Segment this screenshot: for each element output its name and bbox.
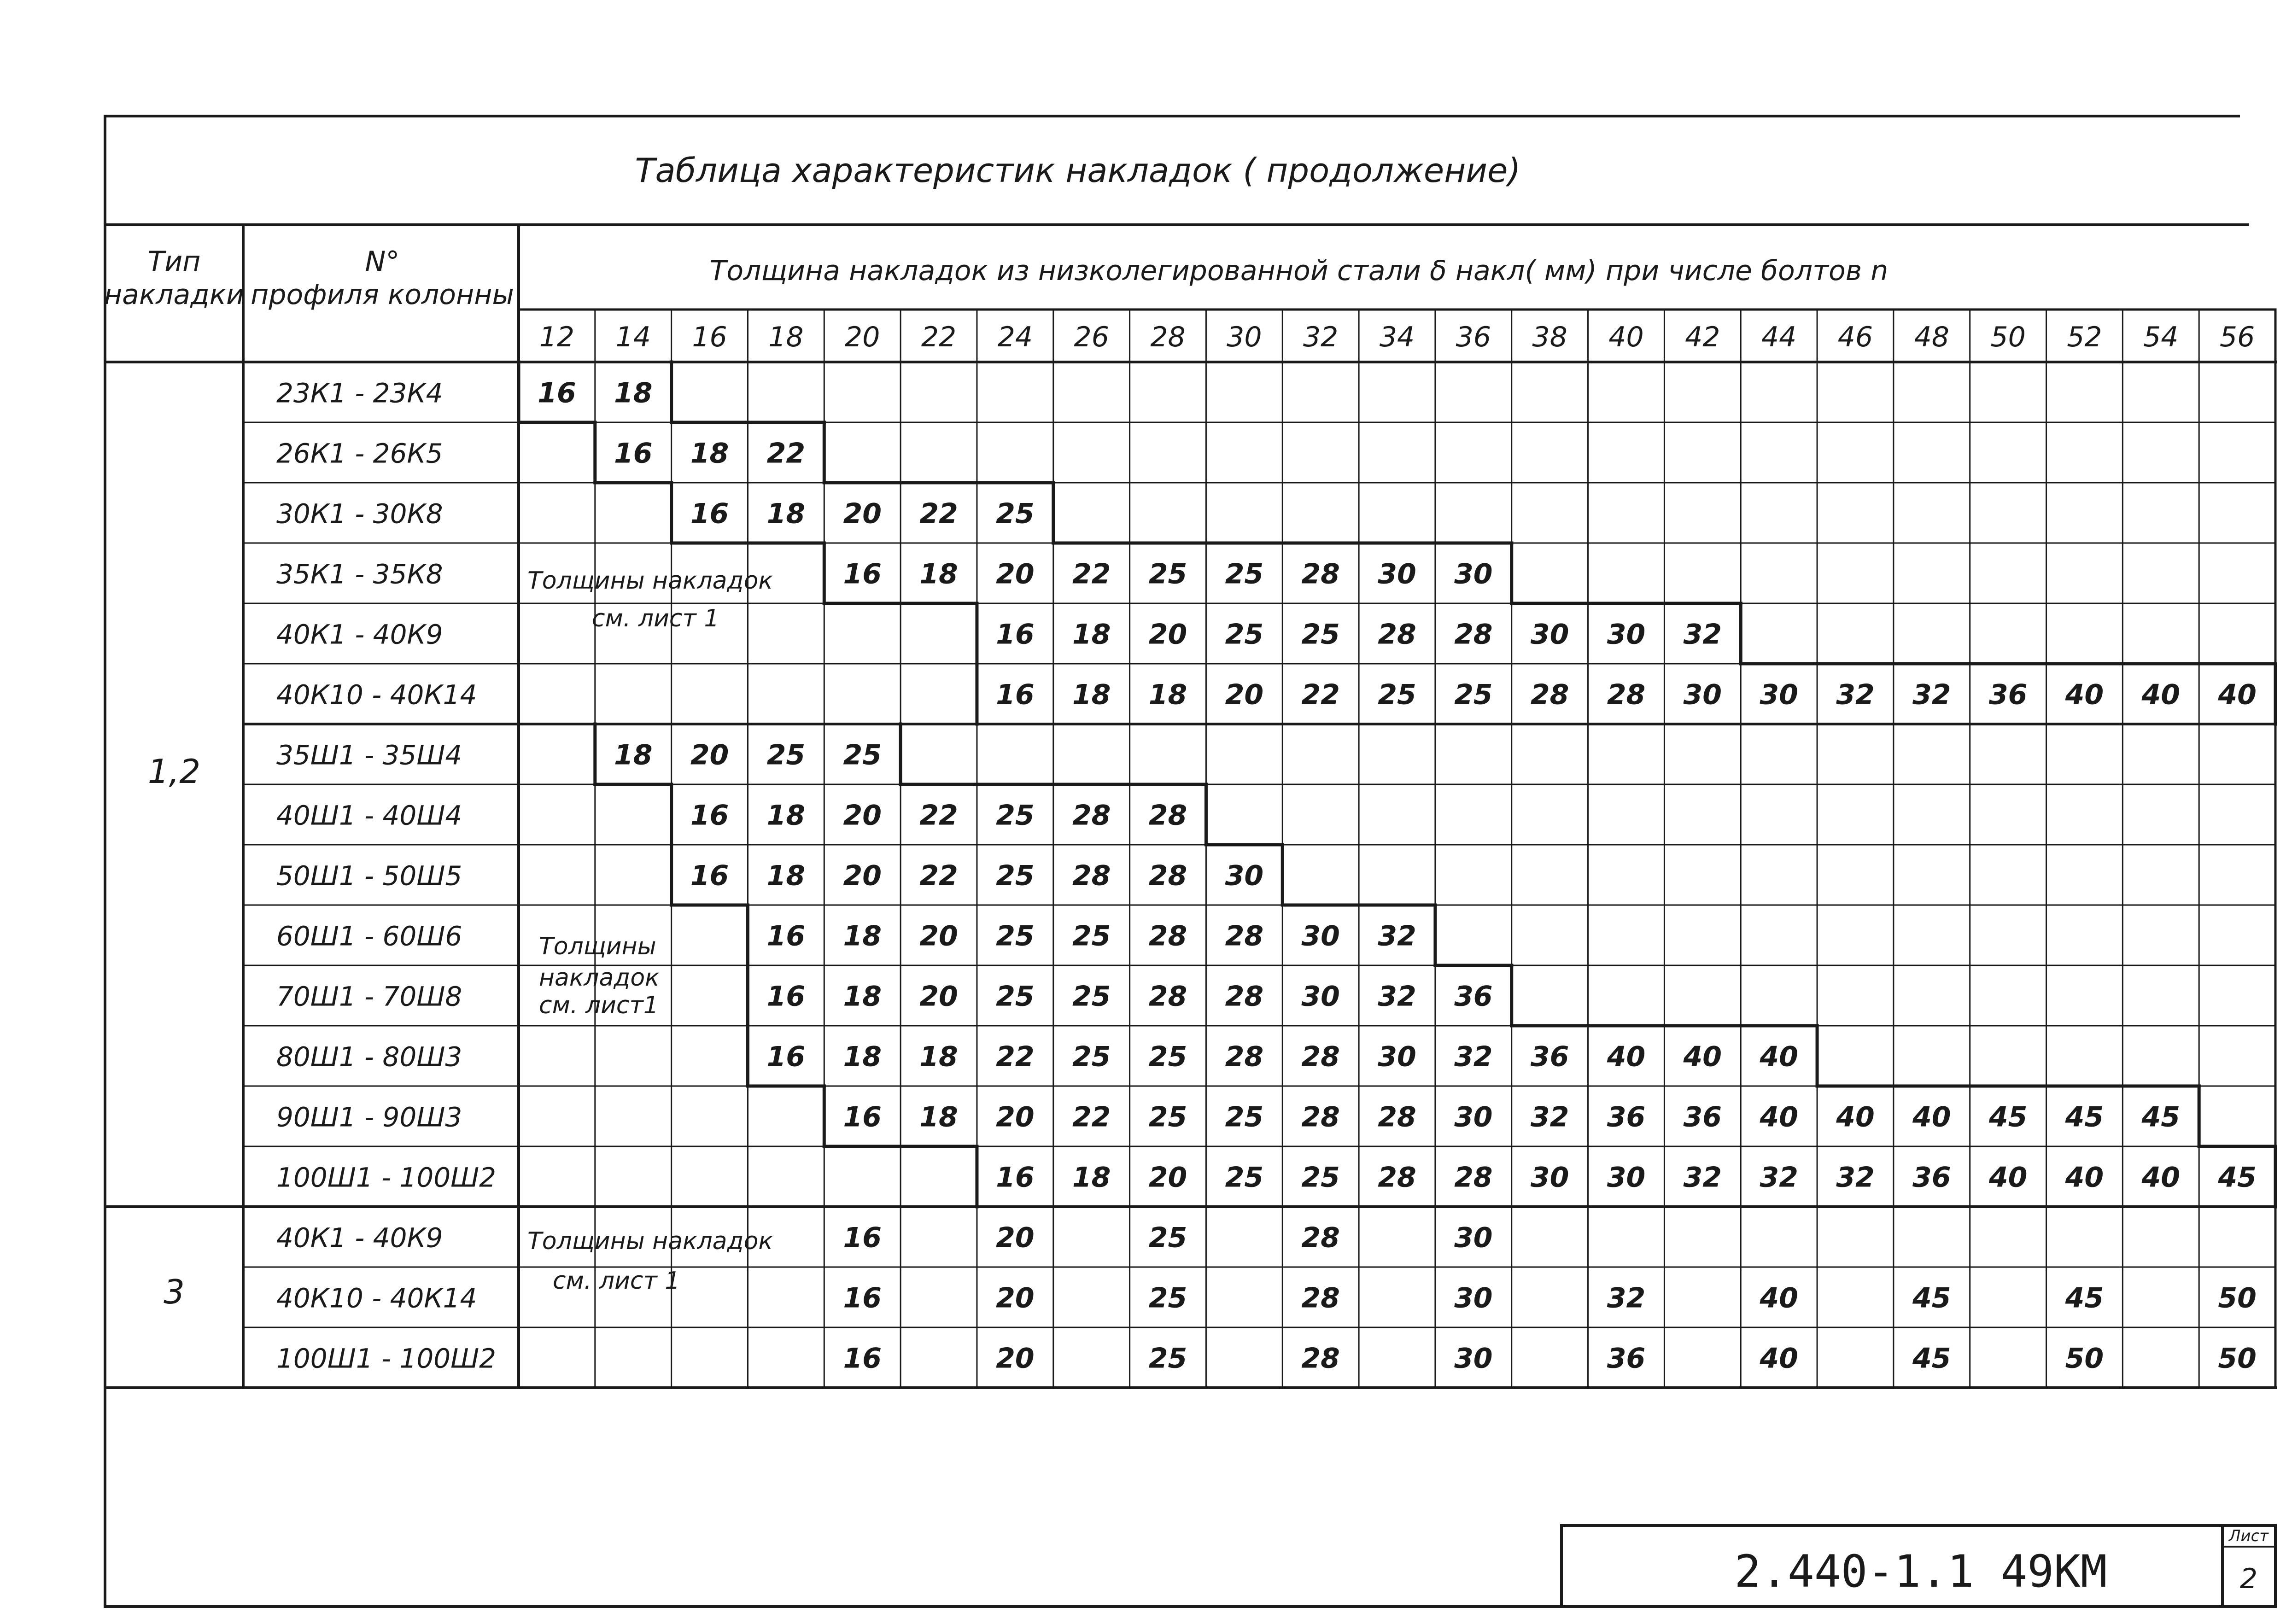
- thickness-cell: 28: [1301, 558, 1340, 590]
- thickness-cell: 45: [2065, 1101, 2104, 1133]
- profile-label: 26К1 - 26К5: [276, 438, 443, 469]
- thickness-cell: 30: [1607, 1161, 1646, 1194]
- thickness-cell: 28: [1072, 799, 1111, 832]
- note-sheet1-shape-line1: Толщины: [539, 933, 656, 960]
- bolt-count-header: 28: [1150, 321, 1186, 353]
- thickness-cell: 20: [843, 497, 882, 530]
- type-group-3: 3: [164, 1273, 185, 1311]
- thickness-cell: 25: [1072, 980, 1111, 1013]
- thickness-cell: 32: [1836, 678, 1875, 711]
- profile-column: [276, 378, 496, 1374]
- note-sheet1-shape-line2: накладок: [539, 964, 660, 992]
- sheet-label: Лист: [2228, 1527, 2269, 1545]
- thickness-cell: 36: [1912, 1161, 1951, 1194]
- bolt-count-header: 12: [539, 321, 575, 353]
- thickness-cell: 18: [1072, 678, 1111, 711]
- thickness-cell: 25: [1148, 558, 1187, 590]
- bolt-count-header: 44: [1761, 321, 1797, 353]
- bolt-count-header-row: [539, 321, 2255, 353]
- thickness-cell: 25: [1225, 1161, 1264, 1194]
- thickness-cell: 40: [1607, 1040, 1646, 1073]
- thickness-cell: 28: [1301, 1221, 1340, 1254]
- thickness-cell: 32: [1683, 1161, 1722, 1194]
- thickness-cell: 22: [1072, 1101, 1111, 1133]
- thickness-cell: 16: [843, 1101, 882, 1133]
- thickness-cell: 40: [1683, 1040, 1722, 1073]
- thickness-cell: 40: [2065, 678, 2104, 711]
- bolt-count-header: 50: [1990, 321, 2026, 353]
- profile-label: 35К1 - 35К8: [276, 558, 443, 590]
- note-group3-line1: Толщины накладок: [527, 1227, 773, 1255]
- thickness-cell: 20: [1225, 678, 1264, 711]
- thickness-cell: 40: [1836, 1101, 1875, 1133]
- thickness-cell: 22: [1301, 678, 1340, 711]
- bolt-count-header: 42: [1685, 321, 1720, 353]
- type-header-line2: накладки: [104, 279, 245, 311]
- thickness-cell: 50: [2065, 1342, 2104, 1375]
- thickness-cell: 25: [1225, 558, 1264, 590]
- bolt-count-header: 36: [1456, 321, 1491, 353]
- thickness-cell: 45: [2141, 1101, 2181, 1133]
- thickness-cell: 28: [1530, 678, 1569, 711]
- thickness-cell: 18: [843, 920, 882, 952]
- thickness-cell: 18: [690, 437, 729, 470]
- table-title: Таблица характеристик накладок ( продолжение): [635, 151, 1521, 190]
- bolt-count-header: 38: [1532, 321, 1567, 353]
- thickness-cell: 20: [996, 1221, 1035, 1254]
- profile-label: 40К10 - 40К14: [276, 679, 477, 711]
- type-group-1-2: 1,2: [147, 752, 201, 791]
- thickness-cell: 18: [843, 1040, 882, 1073]
- thickness-cell: 40: [2141, 678, 2181, 711]
- profile-header-line2: профиля колонны: [251, 279, 514, 311]
- thickness-cell: 28: [1378, 1161, 1416, 1194]
- bolt-count-header: 24: [997, 321, 1033, 353]
- profile-label: 100Ш1 - 100Ш2: [276, 1343, 497, 1374]
- bolt-count-header: 30: [1227, 321, 1262, 353]
- profile-label: 100Ш1 - 100Ш2: [276, 1162, 497, 1193]
- thickness-cell: 28: [1454, 618, 1493, 651]
- thickness-cell: 25: [1072, 920, 1111, 952]
- thickness-cell: 18: [614, 739, 653, 771]
- profile-label: 90Ш1 - 90Ш3: [276, 1101, 462, 1133]
- bolt-count-header: 16: [692, 321, 727, 353]
- thickness-cell: 30: [1454, 1101, 1493, 1133]
- thickness-cell: 18: [614, 377, 653, 409]
- thickness-cell: 20: [919, 980, 958, 1013]
- thickness-cell: 30: [1378, 558, 1416, 590]
- thickness-cell: 32: [1530, 1101, 1569, 1133]
- thickness-cell: 28: [1607, 678, 1646, 711]
- thickness-cell: 25: [996, 859, 1035, 892]
- thickness-cell: 28: [1148, 799, 1187, 832]
- profile-label: 35Ш1 - 35Ш4: [276, 739, 462, 771]
- thickness-cell: 16: [690, 497, 729, 530]
- thickness-cell: 22: [919, 799, 958, 832]
- thickness-cell: 25: [996, 980, 1035, 1013]
- thickness-cell: 30: [1454, 1282, 1493, 1314]
- thickness-cell: 28: [1301, 1282, 1340, 1314]
- thickness-cell: 25: [1378, 678, 1416, 711]
- thickness-cell: 16: [766, 920, 806, 952]
- thickness-cell: 20: [1148, 618, 1187, 651]
- thickness-cell: 20: [843, 859, 882, 892]
- thickness-cell: 40: [2141, 1161, 2181, 1194]
- thickness-cell: 16: [766, 1040, 806, 1073]
- thickness-cell: 28: [1301, 1342, 1340, 1375]
- thickness-cell: 28: [1225, 1040, 1264, 1073]
- thickness-cell: 28: [1378, 618, 1416, 651]
- profile-label: 40К1 - 40К9: [276, 1222, 443, 1254]
- thickness-cell: 20: [1148, 1161, 1187, 1194]
- thickness-cell: 50: [2218, 1282, 2257, 1314]
- thickness-cell: 45: [1988, 1101, 2028, 1133]
- thickness-cell: 16: [766, 980, 806, 1013]
- thickness-cell: 25: [1148, 1101, 1187, 1133]
- thickness-cell: 28: [1301, 1101, 1340, 1133]
- thickness-cell: 25: [1454, 678, 1493, 711]
- thickness-cell: 36: [1988, 678, 2028, 711]
- thickness-cell: 16: [996, 678, 1035, 711]
- thickness-cell: 16: [690, 799, 729, 832]
- thickness-cell: 16: [843, 1282, 882, 1314]
- thickness-cell: 22: [919, 497, 958, 530]
- thickness-cell: 22: [996, 1040, 1035, 1073]
- profile-label: 40Ш1 - 40Ш4: [276, 800, 462, 831]
- thickness-cell: 45: [1912, 1282, 1951, 1314]
- bolt-count-header: 32: [1303, 321, 1339, 353]
- thickness-cell: 28: [1301, 1040, 1340, 1073]
- thickness-cell: 16: [843, 1221, 882, 1254]
- profile-label: 70Ш1 - 70Ш8: [276, 981, 462, 1012]
- bolt-count-header: 40: [1608, 321, 1644, 353]
- thickness-cell: 20: [996, 1282, 1035, 1314]
- thickness-cell: 30: [1683, 678, 1722, 711]
- thickness-cell: 30: [1530, 1161, 1569, 1194]
- bolt-count-header: 46: [1837, 321, 1873, 353]
- thickness-cell: 18: [843, 980, 882, 1013]
- thickness-cell: 28: [1148, 980, 1187, 1013]
- thickness-cell: 22: [919, 859, 958, 892]
- thickness-header: Толщина накладок из низколегированной стали δ накл( мм) при числе болтов n: [709, 255, 1889, 287]
- thickness-values: [538, 377, 2257, 1375]
- profile-label: 60Ш1 - 60Ш6: [276, 920, 462, 952]
- thickness-cell: 30: [1454, 1221, 1493, 1254]
- thickness-cell: 18: [1148, 678, 1187, 711]
- thickness-cell: 40: [2218, 678, 2257, 711]
- thickness-cell: 25: [1148, 1342, 1187, 1375]
- thickness-cell: 50: [2218, 1342, 2257, 1375]
- bolt-count-header: 48: [1914, 321, 1949, 353]
- thickness-cell: 32: [1836, 1161, 1875, 1194]
- thickness-cell: 30: [1301, 980, 1340, 1013]
- thickness-cell: 30: [1378, 1040, 1416, 1073]
- thickness-cell: 45: [2065, 1282, 2104, 1314]
- thickness-cell: 40: [1760, 1282, 1798, 1314]
- bolt-count-header: 56: [2219, 321, 2255, 353]
- bolt-count-header: 14: [615, 321, 651, 353]
- bolt-count-header: 26: [1074, 321, 1109, 353]
- note-see-sheet1-line1: Толщины накладок: [527, 567, 773, 595]
- thickness-cell: 40: [1912, 1101, 1951, 1133]
- thickness-cell: 40: [1988, 1161, 2028, 1194]
- bolt-count-header: 52: [2067, 321, 2102, 353]
- thickness-cell: 30: [1301, 920, 1340, 952]
- thickness-cell: 18: [766, 859, 806, 892]
- thickness-cell: 30: [1454, 1342, 1493, 1375]
- bolt-count-header: 22: [921, 321, 957, 353]
- thickness-cell: 25: [996, 497, 1035, 530]
- thickness-cell: 18: [1072, 1161, 1111, 1194]
- thickness-cell: 32: [1760, 1161, 1798, 1194]
- profile-header-line1: N°: [365, 245, 400, 278]
- thickness-cell: 22: [766, 437, 806, 470]
- profile-label: 80Ш1 - 80Ш3: [276, 1041, 462, 1073]
- note-see-sheet1-line2: см. лист 1: [592, 605, 719, 632]
- document-code: 2.440-1.1 49КМ: [1734, 1546, 2107, 1597]
- bolt-count-header: 54: [2143, 321, 2179, 353]
- thickness-cell: 20: [690, 739, 729, 771]
- profile-label: 40К10 - 40К14: [276, 1282, 477, 1314]
- thickness-cell: 20: [996, 1101, 1035, 1133]
- type-header-line1: Тип: [147, 245, 201, 278]
- thickness-cell: 28: [1378, 1101, 1416, 1133]
- thickness-cell: 28: [1148, 920, 1187, 952]
- thickness-cell: 25: [996, 920, 1035, 952]
- thickness-cell: 18: [919, 1040, 958, 1073]
- thickness-cell: 20: [996, 1342, 1035, 1375]
- bolt-count-header: 34: [1379, 321, 1415, 353]
- thickness-cell: 28: [1148, 859, 1187, 892]
- thickness-cell: 16: [614, 437, 653, 470]
- thickness-cell: 36: [1607, 1342, 1646, 1375]
- thickness-cell: 25: [1301, 618, 1340, 651]
- note-group3-line2: см. лист 1: [553, 1267, 680, 1295]
- thickness-cell: 30: [1760, 678, 1798, 711]
- thickness-cell: 40: [1760, 1101, 1798, 1133]
- thickness-cell: 30: [1454, 558, 1493, 590]
- thickness-cell: 36: [1683, 1101, 1722, 1133]
- thickness-cell: 36: [1530, 1040, 1569, 1073]
- bolt-count-header: 20: [845, 321, 880, 353]
- thickness-cell: 25: [843, 739, 882, 771]
- profile-label: 50Ш1 - 50Ш5: [276, 860, 462, 892]
- thickness-cell: 18: [1072, 618, 1111, 651]
- thickness-cell: 40: [2065, 1161, 2104, 1194]
- thickness-cell: 16: [843, 558, 882, 590]
- title-block-stamp: [1561, 1525, 2275, 1606]
- thickness-cell: 32: [1607, 1282, 1646, 1314]
- thickness-cell: 25: [996, 799, 1035, 832]
- thickness-cell: 28: [1072, 859, 1111, 892]
- thickness-cell: 18: [766, 799, 806, 832]
- profile-label: 40К1 - 40К9: [276, 619, 443, 650]
- thickness-cell: 16: [690, 859, 729, 892]
- thickness-cell: 32: [1683, 618, 1722, 651]
- thickness-cell: 30: [1607, 618, 1646, 651]
- thickness-cell: 36: [1607, 1101, 1646, 1133]
- thickness-cell: 25: [1148, 1221, 1187, 1254]
- thickness-cell: 45: [2218, 1161, 2257, 1194]
- thickness-cell: 16: [996, 1161, 1035, 1194]
- thickness-cell: 30: [1225, 859, 1264, 892]
- sheet-number: 2: [2239, 1563, 2258, 1595]
- bolt-count-header: 18: [768, 321, 804, 353]
- thickness-cell: 30: [1530, 618, 1569, 651]
- thickness-cell: 32: [1912, 678, 1951, 711]
- thickness-cell: 36: [1454, 980, 1493, 1013]
- thickness-cell: 40: [1760, 1040, 1798, 1073]
- thickness-cell: 18: [919, 1101, 958, 1133]
- thickness-cell: 25: [1072, 1040, 1111, 1073]
- thickness-cell: 28: [1225, 980, 1264, 1013]
- thickness-cell: 45: [1912, 1342, 1951, 1375]
- thickness-cell: 25: [1225, 618, 1264, 651]
- profile-label: 23К1 - 23К4: [276, 377, 443, 409]
- thickness-cell: 25: [1301, 1161, 1340, 1194]
- thickness-cell: 25: [1148, 1282, 1187, 1314]
- profile-label: 30К1 - 30К8: [276, 498, 443, 530]
- note-sheet1-shape-line3: см. лист1: [539, 992, 659, 1019]
- thickness-cell: 16: [538, 377, 576, 409]
- thickness-cell: 18: [766, 497, 806, 530]
- thickness-cell: 18: [919, 558, 958, 590]
- thickness-cell: 20: [919, 920, 958, 952]
- thickness-cell: 32: [1378, 920, 1416, 952]
- thickness-cell: 25: [1148, 1040, 1187, 1073]
- thickness-cell: 16: [843, 1342, 882, 1375]
- thickness-cell: 32: [1378, 980, 1416, 1013]
- thickness-cell: 25: [1225, 1101, 1264, 1133]
- thickness-cell: 40: [1760, 1342, 1798, 1375]
- thickness-cell: 16: [996, 618, 1035, 651]
- thickness-cell: 32: [1454, 1040, 1493, 1073]
- thickness-cell: 28: [1454, 1161, 1493, 1194]
- thickness-cell: 20: [843, 799, 882, 832]
- thickness-cell: 28: [1225, 920, 1264, 952]
- thickness-cell: 25: [766, 739, 806, 771]
- thickness-cell: 22: [1072, 558, 1111, 590]
- thickness-cell: 20: [996, 558, 1035, 590]
